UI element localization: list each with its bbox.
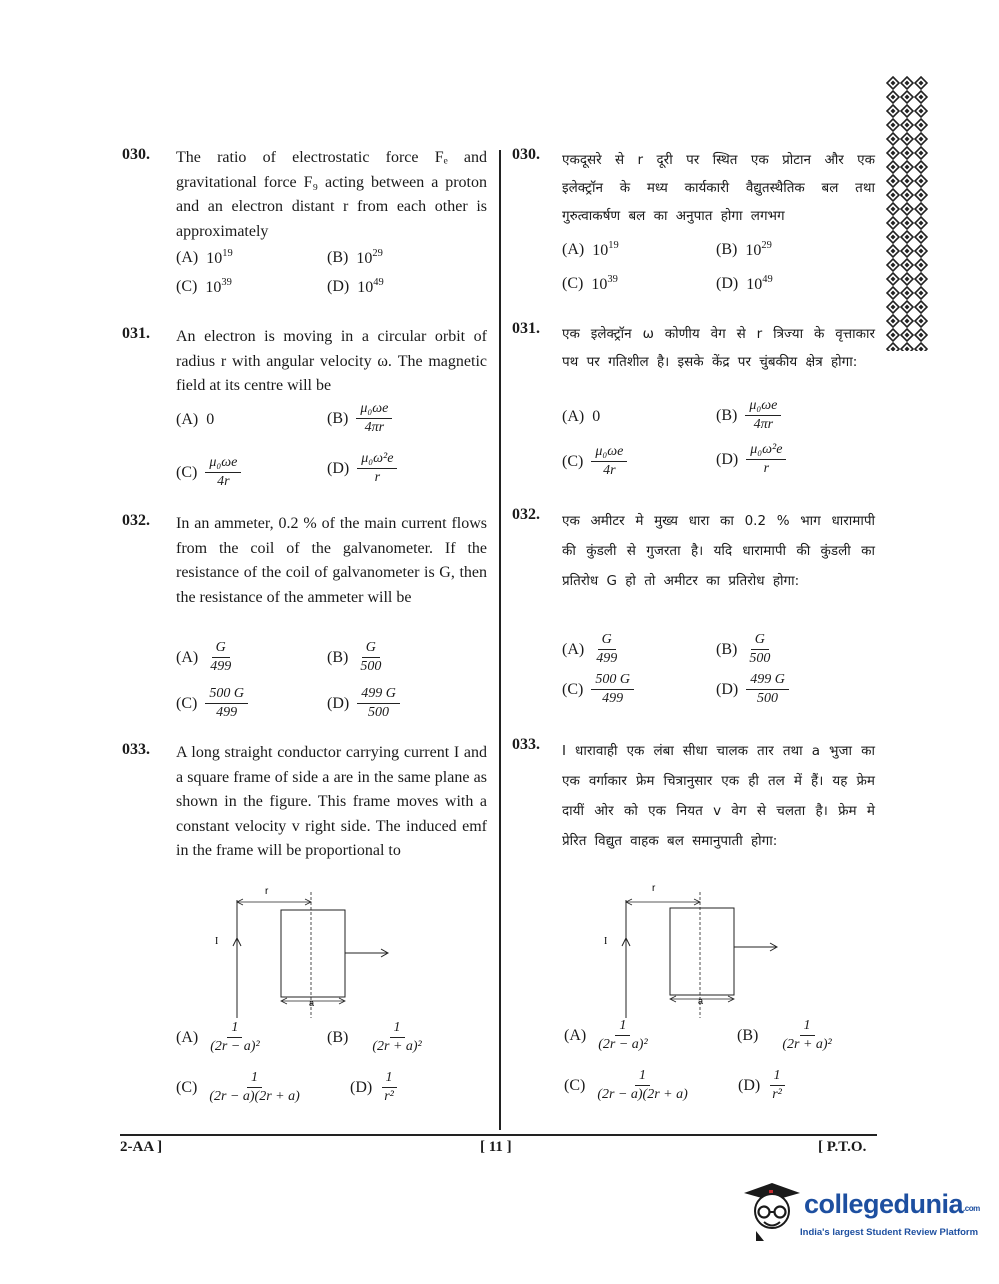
question-text-hindi: एक इलेक्ट्रॉन ω कोणीय वेग से r त्रिज्या के वृत्ताकार पथ पर गतिशील है। इसके केंद्र पर चुंबकीय क्षेत्र होगा: [562, 326, 875, 370]
q033-hi-option-a: (A) $\frac{1}{\text{(2r − a)²}}$ [564, 1018, 648, 1052]
option-b: (B) $10^{29}$ [327, 248, 383, 267]
question-number: 033. [512, 736, 540, 753]
option-a: (A) $10^{19}$ [562, 240, 619, 259]
option-d: (D) $\frac{\text{μ₀ω²e}}{r}$ [716, 442, 786, 477]
distance-label: r [652, 883, 656, 894]
question-text: In an ammeter, 0.2 % of the main current flows from the coil of the galvanometer. If the resistance of the coil of galvanometer is G, then the resistance of the ammeter will be [176, 515, 487, 606]
option-b: (B) $\frac{\text{μ₀ωe}}{4\pi r}$ [716, 398, 781, 433]
page-number: [ 11 ] [480, 1139, 512, 1155]
side-label: a [698, 996, 704, 1006]
option-c: (C) $10^{39}$ [176, 277, 232, 296]
option-b: (B) $\frac{\text{μ₀ωe}}{4\pi r}$ [327, 401, 392, 436]
question-text-hindi: एकदूसरे से r दूरी पर स्थित एक प्रोटान और एक इलेक्ट्रॉन के मध्य कार्यकारी वैद्युतस्थैतिक बल तथा गुरुत्वाकर्षण बल का अनुपात होगा लगभग [562, 152, 875, 224]
side-label: a [309, 998, 315, 1008]
option-a: (A) $\frac{G}{499}$ [176, 640, 232, 674]
option-d: (D) $\frac{\text{μ₀ω²e}}{r}$ [327, 451, 397, 486]
question-number: 030. [512, 146, 540, 163]
option-d: (D) $\frac{499 G}{500}$ [327, 686, 400, 721]
option-c: (C) $\frac{500 G}{499}$ [562, 672, 634, 707]
option-a: (A) 0 [562, 408, 601, 426]
column-divider [499, 150, 501, 1130]
brand-tagline: India's largest Student Review Platform [800, 1227, 979, 1238]
question-number: 032. [122, 512, 150, 529]
option-c: (C) $\frac{\text{μ₀ωe}}{4r}$ [176, 455, 241, 490]
q033-en-option-c: (C) $\frac{1}{(2r - a)(2r + a)}$ [176, 1070, 300, 1104]
question-number: 030. [122, 146, 150, 163]
option-d: (D) $\frac{499 G}{500}$ [716, 672, 789, 707]
conductor-frame-figure-hindi [594, 880, 784, 1025]
current-label: I [215, 936, 219, 947]
question-number: 033. [122, 741, 150, 758]
question-number: 031. [122, 325, 150, 342]
footer-code: 2-AA ] [120, 1139, 163, 1155]
option-d: (D) $10^{49}$ [327, 277, 384, 296]
q033-hi-option-d: (D) $\frac{1}{\text{r²}}$ [738, 1068, 786, 1103]
option-b: (B) $10^{29}$ [716, 240, 772, 259]
question-number: 031. [512, 320, 540, 337]
current-label: I [604, 936, 608, 947]
brand-name: collegedunia.com [804, 1189, 980, 1219]
conductor-frame-figure [205, 880, 395, 1025]
q033-en-option-d: (D) $\frac{1}{\text{r²}}$ [350, 1070, 398, 1105]
question-text-hindi: एक अमीटर मे मुख्य धारा का 0.2 % भाग धारामापी की कुंडली से गुजरता है। यदि धारामापी की कुंडली का प्रतिरोध G हो तो अमीटर का प्रतिरोध होगा: [562, 513, 875, 589]
option-c: (C) $\frac{500 G}{499}$ [176, 686, 248, 721]
option-c: (C) $\frac{\text{μ₀ωe}}{4r}$ [562, 444, 627, 479]
q033-hi-option-c: (C) $\frac{1}{(2r - a)(2r + a)}$ [564, 1068, 688, 1102]
footer-rule [120, 1134, 877, 1136]
option-a: (A) 0 [176, 411, 215, 429]
q033-en-option-a: (A) $\frac{1}{\text{(2r − a)²}}$ [176, 1020, 260, 1054]
option-c: (C) $10^{39}$ [562, 274, 618, 293]
option-b: (B) $\frac{G}{500}$ [716, 632, 771, 666]
question-text-hindi: I धारावाही एक लंबा सीधा चालक तार तथा a भुजा का एक वर्गाकार फ्रेम चित्रानुसार एक ही तल में हैं। यह फ्रेम दायीं ओर को एक नियत v वेग से चलता है। फ्रेम मे प्रेरित विद्युत वाहक बल समानुपाती होगा: [562, 743, 875, 849]
q033-hi-option-b: (B) $\frac{1}{\text{(2r + a)²}}$ [737, 1018, 832, 1052]
option-a: (A) $10^{19}$ [176, 248, 233, 267]
question-text: A long straight conductor carrying current I and a square frame of side a are in the same plane as shown in the figure. This frame moves with a constant velocity v right side. The induced emf in the frame will be proportional to [176, 744, 487, 859]
distance-label: r [265, 886, 269, 897]
option-d: (D) $10^{49}$ [716, 274, 773, 293]
q033-en-option-b: (B) $\frac{1}{\text{(2r + a)²}}$ [327, 1020, 422, 1054]
question-number: 032. [512, 506, 540, 523]
question-text: The ratio of electrostatic force Fₑ and gravitational force F₉ acting between a proton and an electron distant r from each other is approximately [176, 149, 487, 240]
question-text: An electron is moving in a circular orbit of radius r with angular velocity ω. The magnetic field at its centre will be [176, 328, 487, 394]
option-b: (B) $\frac{G}{500}$ [327, 640, 382, 674]
decorative-border-pattern [886, 76, 928, 351]
option-a: (A) $\frac{G}{499}$ [562, 632, 618, 666]
pto-label: [ P.T.O. [818, 1139, 867, 1155]
